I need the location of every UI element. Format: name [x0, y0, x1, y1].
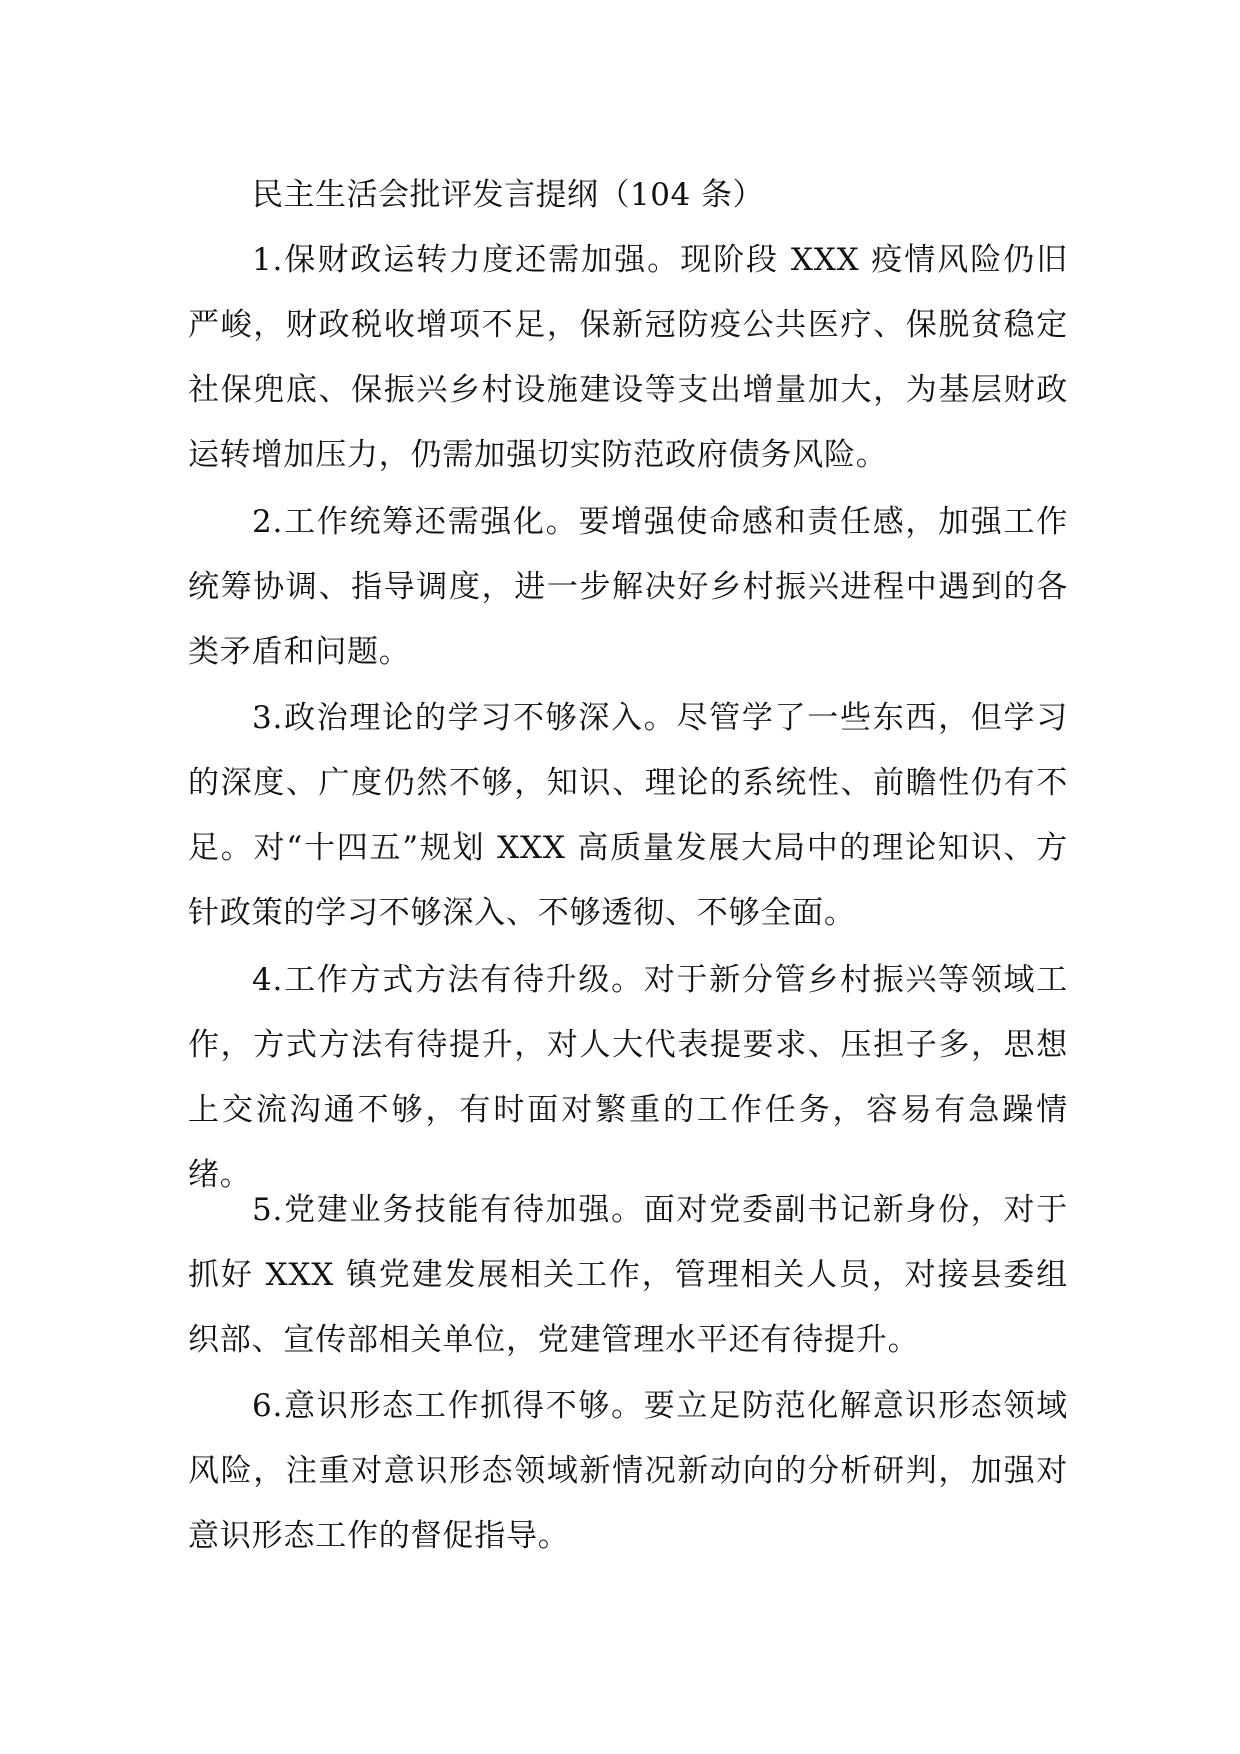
paragraph-5: 5.党建业务技能有待加强。面对党委副书记新身份，对于抓好 XXX 镇党建发展相关工作，管理相关人员，对接县委组织部、宣传部相关单位，党建管理水平还有待提升。 — [188, 1192, 1068, 1358]
paragraph-1: 1.保财政运转力度还需加强。现阶段 XXX 疫情风险仍旧严峻，财政税收增项不足，保新冠防疫公共医疗、保脱贫稳定社保兜底、保振兴乡村设施建设等支出增量加大，为基层财政运转增加压力，仍需加强切实防范政府债务风险。 — [188, 242, 1068, 473]
paragraph-3: 3.政治理论的学习不够深入。尽管学了一些东西，但学习的深度、广度仍然不够，知识、理论的系统性、前瞻性仍有不足。对“十四五”规划 XXX 高质量发展大局中的理论知识、方针政策的学习不够深入、不够透彻、不够全面。 — [188, 700, 1068, 931]
paragraph-4: 4.工作方式方法有待升级。对于新分管乡村振兴等领域工作，方式方法有待提升，对人大代表提要求、压担子多，思想上交流沟通不够，有时面对繁重的工作任务，容易有急躁情绪。 — [188, 962, 1068, 1193]
paragraph-6: 6.意识形态工作抓得不够。要立足防范化解意识形态领域风险，注重对意识形态领域新情况新动向的分析研判，加强对意识形态工作的督促指导。 — [188, 1388, 1068, 1554]
paragraph-2: 2.工作统筹还需强化。要增强使命感和责任感，加强工作统筹协调、指导调度，进一步解决好乡村振兴进程中遇到的各类矛盾和问题。 — [188, 504, 1068, 670]
document-title: 民主生活会批评发言提纲（104 条） — [252, 177, 765, 213]
document-page — [188, 0, 1068, 1754]
